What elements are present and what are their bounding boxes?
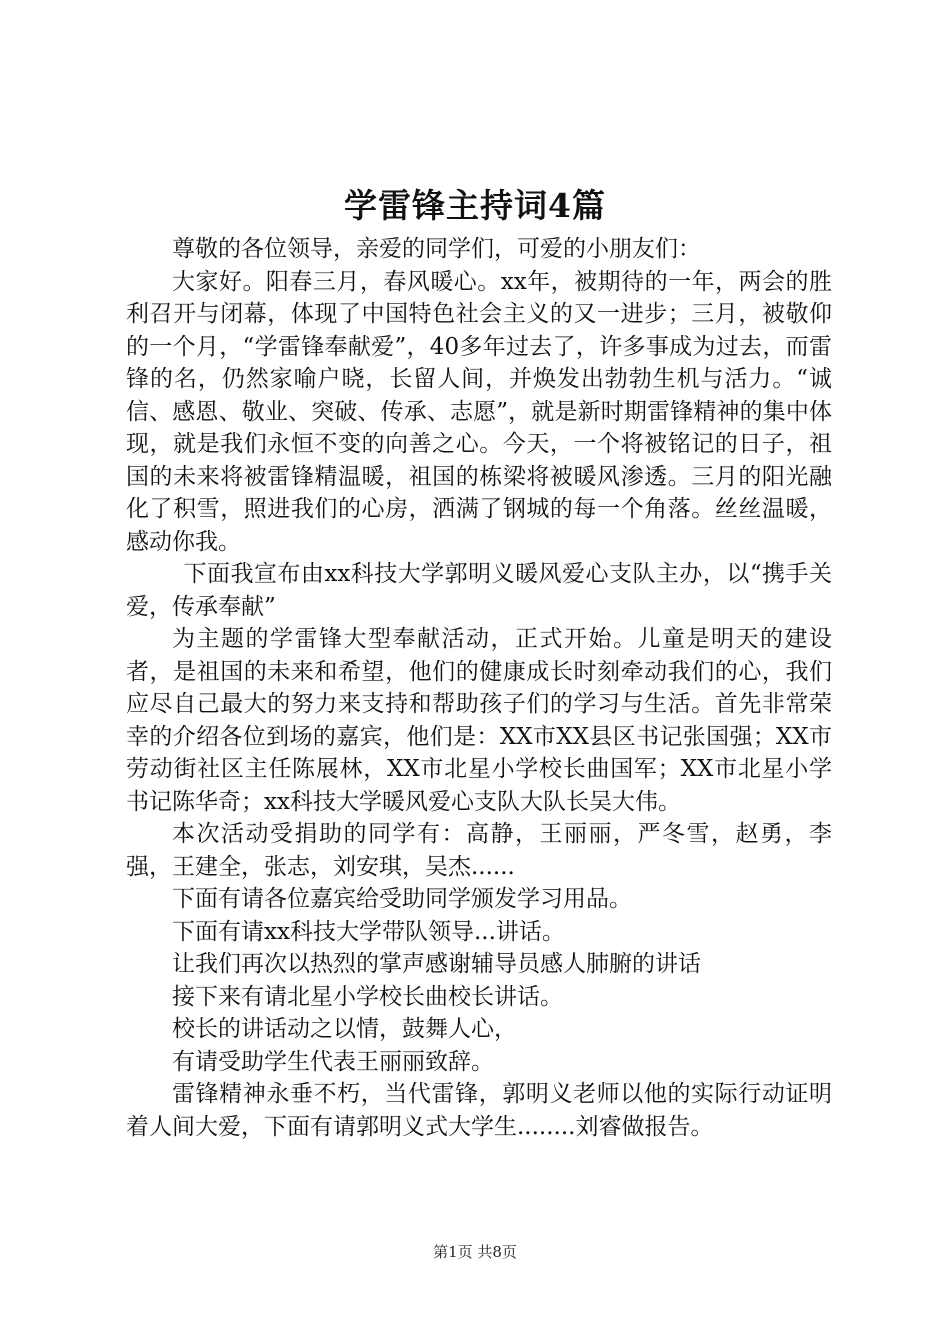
supplies-paragraph: 下面有请各位嘉宾给受助同学颁发学习用品。 xyxy=(172,886,632,912)
opening-paragraph: 大家好。阳春三月，春风暖心。xx年，被期待的一年，两会的胜利召开与闭幕，体现了中国特色社会主义的又一进步；三月，被敬仰的一个月，“学雷锋奉献爱”，40多年过去了，许多事成为过去，而雷锋的名，仍然家喻户晓，长留人间，并焕发出勃勃生机与活力。“诚信、感恩、敬业、突破、传承、志愿”，就是新时期雷锋精神的集中体现，就是我们永恒不变的向善之心。今天，一个将被铭记的日子，祖国的未来将被雷锋精温暖，祖国的栋梁将被暖风渗透。三月的阳光融化了积雪，照进我们的心房，洒满了钢城的每一个角落。丝丝温暖，感动你我。 xyxy=(126,268,832,555)
guests-paragraph: 为主题的学雷锋大型奉献活动，正式开始。儿童是明天的建设者，是祖国的未来和希望，他们的健康成长时刻牵动我们的心，我们应尽自己最大的努力来支持和帮助孩子们的学习与生活。首先非常荣幸的介绍各位到场的嘉宾，他们是：XX市XX县区书记张国强；XX市劳动街社区主任陈展林，XX市北星小学校长曲国军；XX市北星小学书记陈华奇；xx科技大学暖风爱心支队大队长吴大伟。 xyxy=(126,626,832,815)
document-body xyxy=(126,233,832,1143)
principal-remark-paragraph: 校长的讲话动之以情，鼓舞人心， xyxy=(172,1016,517,1042)
student-speech-paragraph: 有请受助学生代表王丽丽致辞。 xyxy=(172,1048,494,1075)
leader-speech-paragraph: 下面有请xx科技大学带队领导...讲话。 xyxy=(172,918,565,945)
announcement-paragraph: 下面我宣布由xx科技大学郭明义暖风爱心支队主办，以“携手关爱，传承奉献” xyxy=(126,561,832,620)
recipients-paragraph: 本次活动受捐助的同学有：高静，王丽丽，严冬雪，赵勇，李强，王建全，张志，刘安琪，吴杰...... xyxy=(126,821,832,880)
report-paragraph: 雷锋精神永垂不朽，当代雷锋，郭明义老师以他的实际行动证明着人间大爱，下面有请郭明义式大学生........刘睿做报告。 xyxy=(126,1081,832,1140)
document-title: 学雷锋主持词4篇 xyxy=(344,186,606,225)
salutation-paragraph: 尊敬的各位领导，亲爱的同学们，可爱的小朋友们： xyxy=(172,236,701,262)
principal-speech-paragraph: 接下来有请北星小学校长曲校长讲话。 xyxy=(172,983,563,1010)
thanks-paragraph: 让我们再次以热烈的掌声感谢辅导员感人肺腑的讲话 xyxy=(172,951,701,977)
page-number: 第1页 共8页 xyxy=(433,1243,517,1261)
